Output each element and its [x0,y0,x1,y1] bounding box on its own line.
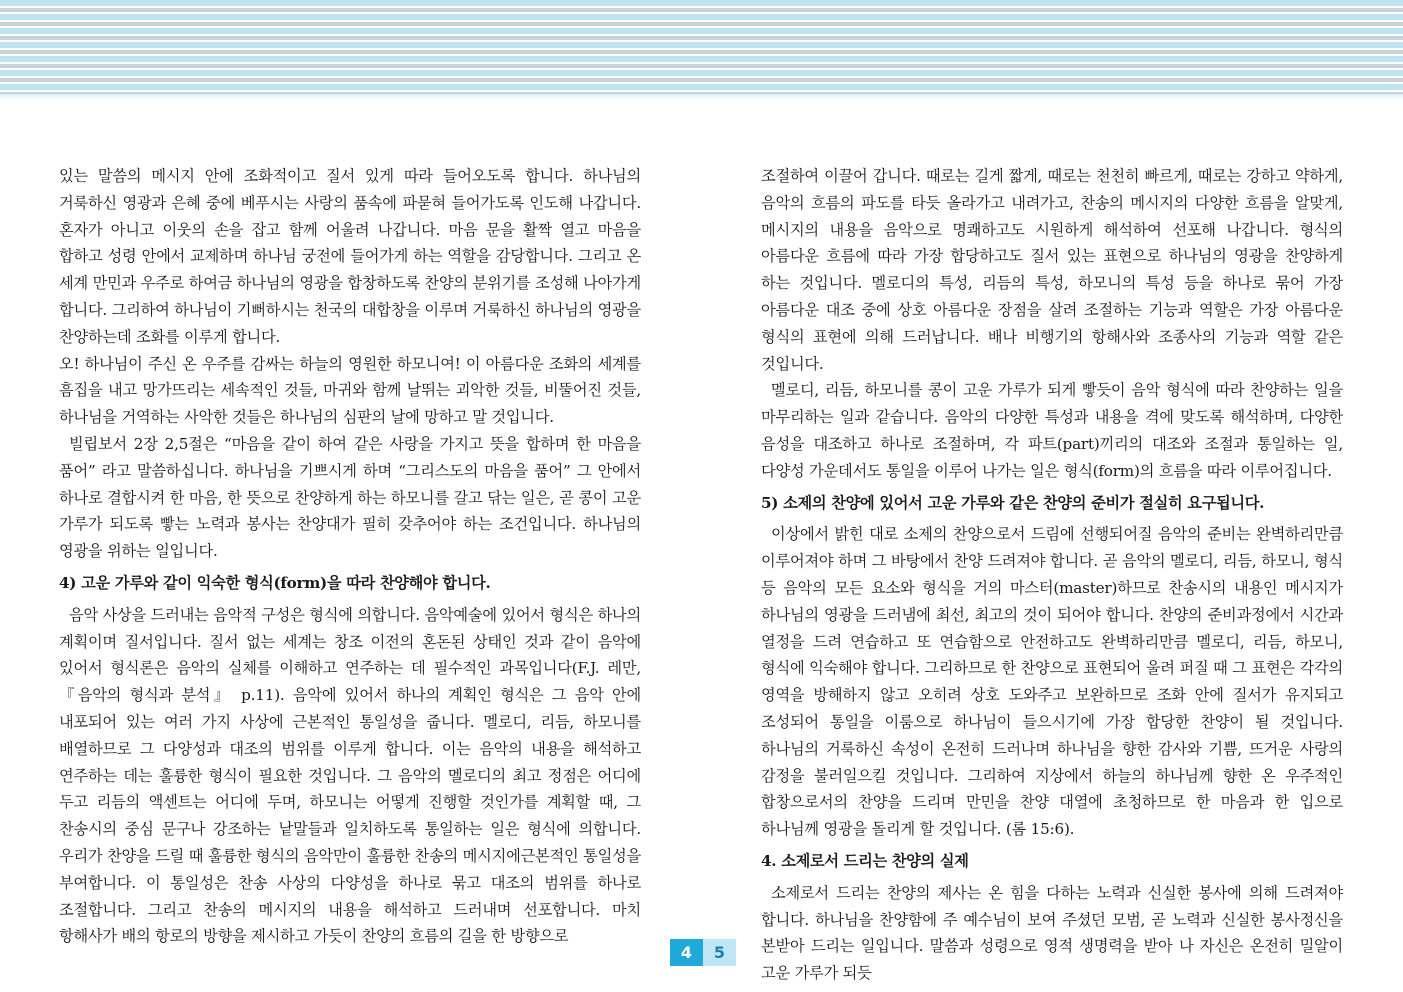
left-column [59,163,641,950]
header-stripes [0,0,1403,100]
section-heading: 4. 소제로서 드리는 찬양의 실제 [761,851,969,870]
page-numbers [670,939,736,966]
section-heading: 4) 고운 가루와 같이 익숙한 형식(form)을 따라 찬양해야 합니다. [59,573,491,592]
paragraph: 이상에서 밝힌 대로 소제의 찬양으로서 드림에 선행되어질 음악의 준비는 완벽하리만큼 이루어져야 하며 그 바탕에서 찬양 드려져야 합니다. 곧 음악의 멜로디, 리듬, 하모니, 형식 등 음악의 모든 요소와 형식을 거의 마스터(master)하므로 찬송시의 내용인 메시지가 하나님의 영광을 드러냄에 최선, 최고의 것이 되어야 합니다. 찬양의 준비과정에서 시간과 열정을 드려 연습하고 또 연습함으로 안전하고도 완벽하리만큼 멜로디, 리듬, 하모니, 형식에 익숙해야 합니다. 그리하므로 한 찬양으로 표현되어 울려 퍼질 때 그 표현은 각각의 영역을 방해하지 않고 오히려 상호 도와주고 보완하므로 조화 안에 질서가 유지되고 조성되어 통일을 이룸으로 하나님이 들으시기에 가장 합당한 찬양이 될 것입니다. 하나님의 거룩하신 속성이 온전히 드러나며 하나님을 향한 감사와 기쁨, 뜨거운 사랑의 감정을 불러일으킬 것입니다. 그리하여 지상에서 하늘의 하나님께 향한 온 우주적인 합창으로서의 찬양을 드리며 만민을 찬양 대열에 초청하므로 한 마음과 한 입으로 하나님께 영광을 돌리게 할 것입니다. (롬 15:6). [761,525,1343,839]
paragraph: 오! 하나님이 주신 온 우주를 감싸는 하늘의 영원한 하모니여! 이 아름다운 조화의 세계를 흠집을 내고 망가뜨리는 세속적인 것들, 마귀와 함께 날뛰는 괴악한 것들, 비뚤어진 것들, 하나님을 거역하는 사악한 것들은 하나님의 심판의 날에 망하고 말 것입니다. [59,354,641,427]
paragraph: 빌립보서 2장 2,5절은 “마음을 같이 하여 같은 사랑을 가지고 뜻을 합하며 한 마음을 품어” 라고 말씀하십니다. 하나님을 기쁘시게 하며 “그리스도의 마음을 품어” 그 안에서 하나로 결합시켜 한 마음, 한 뜻으로 찬양하게 하는 하모니를 갈고 닦는 일은, 곧 콩이 고운 가루가 되도록 빻는 노력과 봉사는 찬양대가 필히 갖추어야 하는 조건입니다. 하나님의 영광을 위하는 일입니다. [59,434,641,561]
paragraph: 있는 말씀의 메시지 안에 조화적이고 질서 있게 따라 들어오도록 합니다. 하나님의 거룩하신 영광과 은혜 중에 베푸시는 사랑의 품속에 파묻혀 들어가도록 인도해 나갑니다. 혼자가 아니고 이웃의 손을 잡고 함께 어울려 나갑니다. 마음 문을 활짝 열고 마음을 합하고 성령 안에서 교제하며 하나님 궁전에 들어가게 하는 역할을 감당합니다. 그리고 온 세계 만민과 우주로 하여금 하나님의 영광을 합창하도록 찬양의 분위기를 조성해 나아가게 합니다. 그리하여 하나님이 기뻐하시는 천국의 대합창을 이루며 거룩하신 하나님의 영광을 찬양하는데 조화를 이루게 합니다. [59,167,641,346]
section-heading: 5) 소제의 찬양에 있어서 고운 가루와 같은 찬양의 준비가 절실히 요구됩니다. [761,493,1265,512]
paragraph: 조절하여 이끌어 갑니다. 때로는 길게 짧게, 때로는 천천히 빠르게, 때로는 강하고 약하게, 음악의 흐름의 파도를 타듯 올라가고 내려가고, 찬송의 메시지의 다양한 흐름을 알맞게, 메시지의 내용을 음악으로 명쾌하고도 시원하게 해석하여 선포해 나갑니다. 형식의 아름다운 흐름에 따라 가장 합당하고도 질서 있는 표현으로 하나님의 영광을 찬양하게 하는 것입니다. 멜로디의 특성, 리듬의 특성, 하모니의 특성 등을 하나로 묶어 가장 아름다운 대조 중에 상호 아름다운 장점을 살려 조절하는 기능과 역할은 가장 아름다운 형식의 표현에 의해 드러납니다. 배나 비행기의 항해사와 조종사의 기능과 역할 같은 것입니다. [761,167,1343,373]
paragraph: 소제로서 드리는 찬양의 제사는 온 힘을 다하는 노력과 신실한 봉사에 의해 드려져야 합니다. 하나님을 찬양함에 주 예수님이 보여 주셨던 모범, 곧 노력과 신실한 봉사정신을 본받아 드리는 일입니다. 말씀과 성령으로 영적 생명력을 받아 나 자신은 온전히 밀알이 고운 가루가 되듯 [761,883,1343,983]
paragraph: 음악 사상을 드러내는 음악적 구성은 형식에 의합니다. 음악예술에 있어서 형식은 하나의 계획이며 질서입니다. 질서 없는 세계는 창조 이전의 혼돈된 상태인 것과 같이 음악에 있어서 형식론은 음악의 실체를 이해하고 연주하는 데 필수적인 과목입니다(F.J. 레만, 『음악의 형식과 분석』 p.11). 음악에 있어서 하나의 계획인 형식은 그 음악 안에 내포되어 있는 여러 가지 사상에 근본적인 통일성을 줍니다. 멜로디, 리듬, 하모니를 배열하므로 그 다양성과 대조의 범위를 이루게 합니다. 이는 음악의 내용을 해석하고 연주하는 데는 훌륭한 형식이 필요한 것입니다. 그 음악의 멜로디의 최고 정점은 어디에 두고 리듬의 액센트는 어디에 두며, 하모니는 어떻게 진행할 것인가를 계획할 때, 그 찬송시의 중심 문구나 강조하는 낱말들과 일치하도록 통일하는 일은 형식에 의합니다. 우리가 찬양을 드릴 때 훌륭한 형식의 음악만이 훌륭한 찬송의 메시지에근본적인 통일성을 부여합니다. 이 통일성은 찬송 사상의 다양성을 하나로 묶고 대조의 범위를 하나로 조절합니다. 그리고 찬송의 메시지의 내용을 해석하고 드러내며 선포합니다. 마치 항해사가 배의 항로의 방향을 제시하고 가듯이 찬양의 흐름의 길을 한 방향으로 [59,605,641,946]
right-column [761,163,1343,987]
paragraph: 멜로디, 리듬, 하모니를 콩이 고운 가루가 되게 빻듯이 음악 형식에 따라 찬양하는 일을 마무리하는 일과 같습니다. 음악의 다양한 특성과 내용을 격에 맞도록 해석하며, 다양한 음성을 대조하고 하나로 조절하며, 각 파트(part)끼리의 대조와 조절과 통일하는 일, 다양성 가운데서도 통일을 이루어 나가는 일은 형식(form)의 흐름을 따라 이루어집니다. [761,381,1343,480]
page-number-left: 4 [670,939,703,966]
page-number-right: 5 [703,939,736,966]
